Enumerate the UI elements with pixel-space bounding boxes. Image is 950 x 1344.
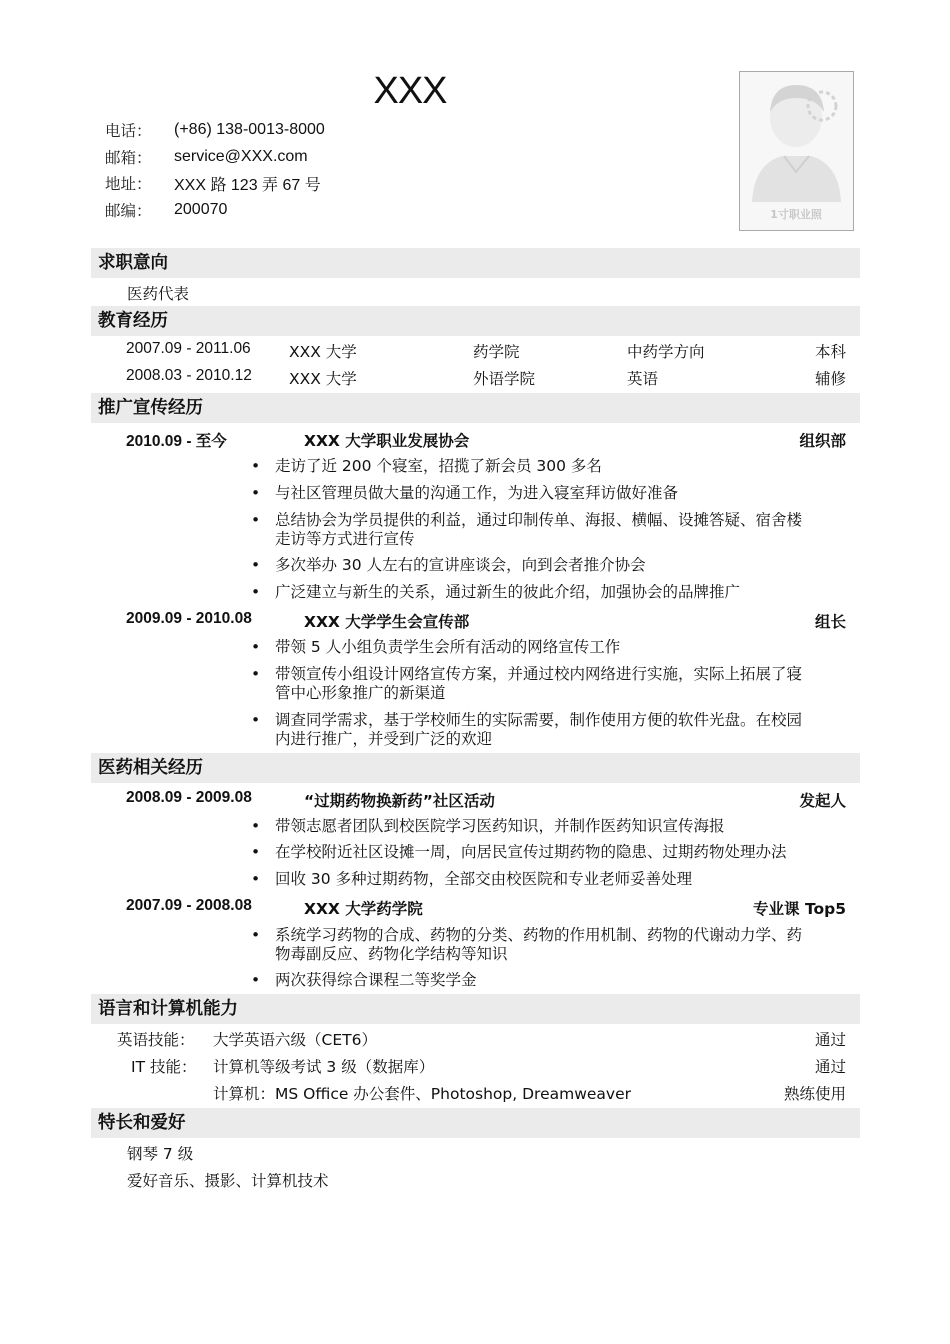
entry-date: 2010.09 - 至今	[126, 433, 227, 450]
experience-entry	[91, 897, 860, 919]
contact-label: 电话：	[105, 122, 152, 141]
entry-role: 组织部	[799, 432, 846, 450]
edu-date: 2008.03 - 2010.12	[126, 367, 252, 384]
section-skills: 语言和计算机能力	[91, 994, 860, 1024]
education-row	[91, 340, 860, 362]
contact-label: 邮箱：	[105, 148, 152, 167]
edu-college: 药学院	[473, 343, 520, 361]
avatar-silhouette-icon	[740, 72, 853, 230]
profile-photo-placeholder	[739, 71, 854, 231]
bullet-dot-icon: •	[251, 556, 261, 574]
bullet-dot-icon: •	[251, 457, 261, 475]
entry-organization: XXX 大学药学院	[304, 900, 423, 918]
entry-organization: “过期药物换新药”社区活动	[304, 792, 495, 810]
entry-organization: XXX 大学学生会宣传部	[304, 613, 470, 631]
edu-college: 外语学院	[473, 370, 536, 388]
bullet-dot-icon: •	[251, 511, 261, 529]
entry-role: 专业课 Top5	[753, 900, 846, 918]
bullet-dot-icon: •	[251, 484, 261, 502]
skill-value: 计算机等级考试 3 级（数据库）	[213, 1058, 435, 1076]
edu-major: 中药学方向	[627, 343, 705, 361]
skill-level: 通过	[814, 1031, 846, 1049]
contact-phone	[105, 117, 325, 144]
contact-value: 200070	[174, 200, 228, 218]
bullet-dot-icon: •	[251, 817, 261, 835]
bullet-dot-icon: •	[251, 711, 261, 729]
skill-row	[91, 1082, 860, 1104]
experience-entry	[91, 610, 860, 632]
entry-date: 2008.09 - 2009.08	[126, 789, 252, 806]
bullet-dot-icon: •	[251, 870, 261, 888]
section-medical: 医药相关经历	[91, 753, 860, 783]
contact-label: 邮编：	[105, 201, 152, 220]
skill-value: 大学英语六级（CET6）	[213, 1031, 377, 1049]
edu-date: 2007.09 - 2011.06	[126, 340, 251, 357]
section-education: 教育经历	[91, 306, 860, 336]
skill-value: 计算机：MS Office 办公套件、Photoshop, Dreamweaver	[213, 1085, 631, 1103]
contact-block	[105, 117, 325, 223]
skill-level: 熟练使用	[783, 1085, 846, 1103]
entry-role: 组长	[814, 613, 846, 631]
section-objective: 求职意向	[91, 248, 860, 278]
resume-name: XXX	[373, 70, 447, 112]
edu-major: 英语	[627, 370, 659, 388]
skill-label: IT 技能：	[131, 1058, 197, 1076]
photo-caption: 1寸职业照	[770, 208, 822, 221]
hobby-item: 爱好音乐、摄影、计算机技术	[127, 1172, 329, 1190]
objective-value: 医药代表	[127, 285, 190, 303]
contact-address	[105, 170, 325, 197]
education-row	[91, 367, 860, 389]
bullet-dot-icon: •	[251, 583, 261, 601]
entry-role: 发起人	[799, 792, 846, 810]
contact-label: 地址：	[105, 175, 152, 194]
skill-level: 通过	[814, 1058, 846, 1076]
edu-school: XXX 大学	[289, 343, 357, 361]
contact-value: XXX 路 123 弄 67 号	[174, 176, 321, 194]
entry-date: 2007.09 - 2008.08	[126, 897, 252, 914]
skill-row	[91, 1055, 860, 1077]
contact-zip	[105, 197, 325, 224]
edu-degree: 辅修	[814, 370, 846, 388]
bullet-dot-icon: •	[251, 638, 261, 656]
bullet-dot-icon: •	[251, 926, 261, 944]
hobby-item: 钢琴 7 级	[127, 1145, 194, 1163]
skill-row	[91, 1028, 860, 1050]
entry-organization: XXX 大学职业发展协会	[304, 432, 470, 450]
contact-value: service@XXX.com	[174, 147, 308, 165]
experience-entry	[91, 789, 860, 811]
section-hobbies: 特长和爱好	[91, 1108, 860, 1138]
edu-school: XXX 大学	[289, 370, 357, 388]
bullet-dot-icon: •	[251, 971, 261, 989]
contact-value: (+86) 138-0013-8000	[174, 121, 325, 139]
section-promotion: 推广宣传经历	[91, 393, 860, 423]
skill-label: 英语技能：	[117, 1031, 195, 1049]
experience-entry	[91, 429, 860, 451]
contact-email	[105, 144, 325, 171]
entry-date: 2009.09 - 2010.08	[126, 610, 252, 627]
bullet-dot-icon: •	[251, 665, 261, 683]
bullet-dot-icon: •	[251, 843, 261, 861]
edu-degree: 本科	[814, 343, 846, 361]
